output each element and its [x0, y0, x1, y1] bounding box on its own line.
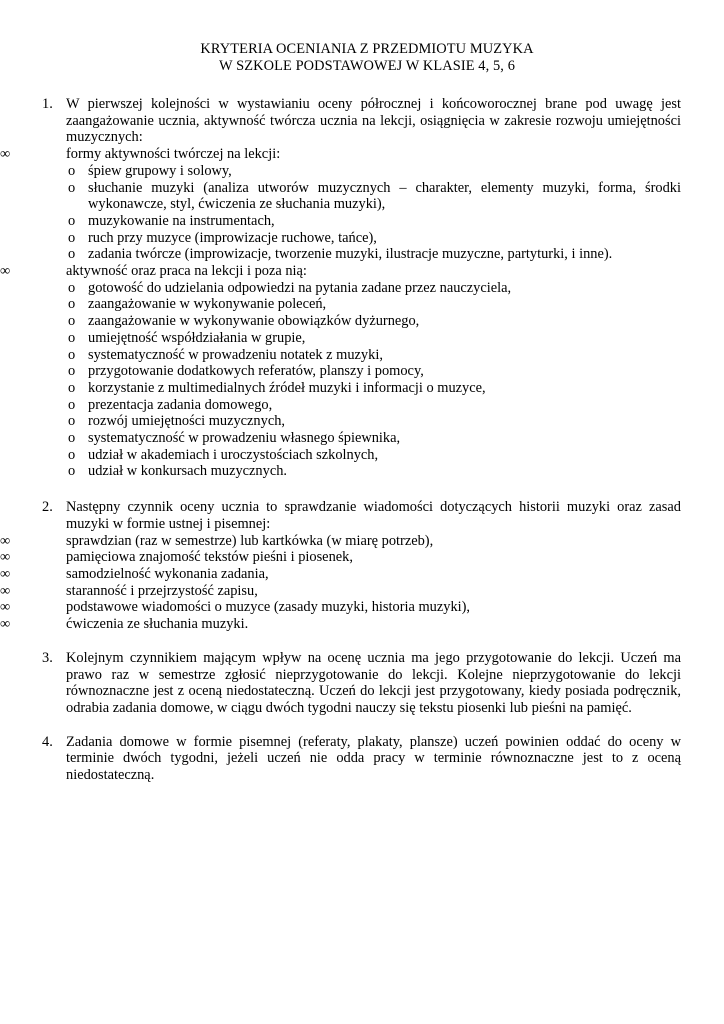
circle-bullet-icon: o: [68, 463, 76, 480]
list-item-text: rozwój umiejętności muzycznych,: [88, 413, 286, 430]
list-item-text: śpiew grupowy i solowy,: [88, 162, 232, 179]
list-item: [0, 565, 681, 583]
criteria-list: [0, 533, 724, 633]
list-item-text: udział w akademiach i uroczystościach szkolnych,: [88, 446, 379, 463]
section-paragraph: [42, 733, 681, 784]
list-item: [68, 329, 681, 347]
list-item: [68, 430, 681, 447]
list-item-text: podstawowe wiadomości o muzyce (zasady muzyki, historia muzyki),: [66, 599, 471, 616]
infinity-bullet-icon: ∞: [0, 616, 11, 633]
list-item: [68, 396, 681, 414]
criteria-group: [0, 263, 681, 280]
list-item: [0, 616, 681, 633]
criteria-section-4: [0, 734, 724, 784]
infinity-bullet-icon: ∞: [0, 532, 11, 549]
list-item-text: przygotowanie dodatkowych referatów, planszy i pomocy,: [88, 363, 424, 380]
infinity-bullet-icon: ∞: [0, 582, 11, 599]
infinity-bullet-icon: ∞: [0, 549, 11, 566]
list-item: [68, 179, 681, 213]
list-item-text: staranność i przejrzystość zapisu,: [66, 582, 258, 599]
list-item: [68, 229, 681, 247]
section-paragraph: [42, 96, 681, 146]
title-line-1: KRYTERIA OCENIANIA Z PRZEDMIOTU MUZYKA: [200, 41, 534, 57]
list-item-text: gotowość do udzielania odpowiedzi na pytania zadane przez nauczyciela,: [88, 279, 512, 296]
list-item-text: prezentacja zadania domowego,: [88, 396, 273, 413]
list-item: [0, 532, 681, 550]
document-title: [0, 41, 724, 75]
criteria-section-1: [0, 96, 724, 480]
infinity-bullet-icon: ∞: [0, 599, 11, 616]
list-item: [68, 246, 681, 263]
list-item-text: sprawdzian (raz w semestrze) lub kartkówka (w miarę potrzeb),: [66, 532, 434, 549]
title-line-2: W SZKOLE PODSTAWOWEJ W KLASIE 4, 5, 6: [219, 58, 515, 74]
list-item-text: zaangażowanie w wykonywanie poleceń,: [88, 296, 327, 313]
circle-bullet-icon: o: [68, 162, 76, 179]
criteria-list: [0, 146, 724, 480]
criteria-group: [0, 146, 681, 163]
circle-bullet-icon: o: [68, 313, 76, 330]
circle-bullet-icon: o: [68, 363, 76, 380]
document-body: [0, 96, 724, 784]
list-item-text: słuchanie muzyki (analiza utworów muzycznych – charakter, elementy muzyki, forma, środki wykonawcze, styl, ćwiczenia ze słuchania muzyki),: [88, 179, 681, 213]
section-number: 1.: [42, 96, 53, 112]
circle-bullet-icon: o: [68, 179, 76, 196]
list-item: [0, 582, 681, 600]
list-item: [68, 363, 681, 380]
list-item-text: korzystanie z multimedialnych źródeł muzyki i informacji o muzyce,: [88, 379, 486, 396]
circle-bullet-icon: o: [68, 446, 76, 463]
section-paragraph: [42, 649, 681, 717]
list-item: [68, 162, 681, 180]
list-item: [68, 313, 681, 330]
list-item: [68, 413, 681, 430]
list-item-text: ruch przy muzyce (improwizacje ruchowe, tańce),: [88, 229, 377, 246]
list-item: [68, 463, 681, 480]
section-number: 3.: [42, 649, 53, 666]
circle-bullet-icon: o: [68, 413, 76, 430]
circle-bullet-icon: o: [68, 329, 76, 346]
list-item-text: udział w konkursach muzycznych.: [88, 463, 288, 480]
group-label: aktywność oraz praca na lekcji i poza nią:: [66, 263, 307, 280]
list-item: [68, 212, 681, 230]
section-number: 4.: [42, 733, 53, 750]
list-item-text: zaangażowanie w wykonywanie obowiązków dyżurnego,: [88, 313, 420, 330]
list-item: [68, 446, 681, 464]
list-item-text: pamięciowa znajomość tekstów pieśni i piosenek,: [66, 549, 353, 566]
list-item: [68, 279, 681, 297]
list-item-text: muzykowanie na instrumentach,: [88, 212, 275, 229]
infinity-bullet-icon: ∞: [0, 565, 11, 582]
list-item: [0, 599, 681, 616]
section-text: W pierwszej kolejności w wystawianiu oceny półrocznej i końcoworocznej brane pod uwagę jest zaangażowanie ucznia, aktywność twórcza ucznia na lekcji, osiągnięcia w zakresie rozwoju umiejętności muzycznych:: [66, 96, 681, 146]
list-item-text: umiejętność współdziałania w grupie,: [88, 329, 306, 346]
section-paragraph: [42, 499, 681, 532]
section-text: Kolejnym czynnikiem mającym wpływ na ocenę ucznia ma jego przygotowanie do lekcji. Uczeń ma prawo raz w semestrze zgłosić nieprzygotowanie do lekcji. Kolejne nieprzygotowanie do lekcji równoznaczne jest z oceną niedostateczną. Uczeń do lekcji jest przygotowany, kiedy posiada podręcznik, odrabia zadania domowe, w ciągu dwóch tygodni nauczy się tekstu piosenki lub pieśni na pamięć.: [66, 649, 681, 716]
section-text: Zadania domowe w formie pisemnej (referaty, plakaty, plansze) uczeń powinien oddać do oceny w terminie dwóch tygodni, jeżeli uczeń nie odda pracy w terminie równoznaczne jest to z oceną niedostateczną.: [66, 733, 681, 784]
criteria-section-2: [0, 499, 724, 633]
list-item-text: systematyczność w prowadzeniu własnego śpiewnika,: [88, 430, 401, 447]
list-item-text: ćwiczenia ze słuchania muzyki.: [66, 616, 249, 633]
circle-bullet-icon: o: [68, 229, 76, 246]
criteria-section-3: [0, 650, 724, 717]
circle-bullet-icon: o: [68, 296, 76, 313]
list-item: [68, 346, 681, 364]
list-item: [0, 549, 681, 566]
circle-bullet-icon: o: [68, 279, 76, 296]
circle-bullet-icon: o: [68, 246, 76, 263]
list-item-text: zadania twórcze (improwizacje, tworzenie muzyki, ilustracje muzyczne, partyturki, i inne).: [88, 246, 613, 263]
list-item: [68, 296, 681, 313]
group-label: formy aktywności twórczej na lekcji:: [66, 146, 281, 163]
infinity-bullet-icon: ∞: [0, 146, 11, 163]
list-item-text: samodzielność wykonania zadania,: [66, 565, 269, 582]
list-item: [68, 379, 681, 397]
circle-bullet-icon: o: [68, 430, 76, 447]
circle-bullet-icon: o: [68, 212, 76, 229]
circle-bullet-icon: o: [68, 379, 76, 396]
section-text: Następny czynnik oceny ucznia to sprawdzanie wiadomości dotyczących historii muzyki oraz zasad muzyki w formie ustnej i pisemnej:: [66, 499, 681, 532]
infinity-bullet-icon: ∞: [0, 263, 11, 280]
circle-bullet-icon: o: [68, 346, 76, 363]
section-number: 2.: [42, 499, 53, 516]
circle-bullet-icon: o: [68, 396, 76, 413]
list-item-text: systematyczność w prowadzeniu notatek z muzyki,: [88, 346, 383, 363]
